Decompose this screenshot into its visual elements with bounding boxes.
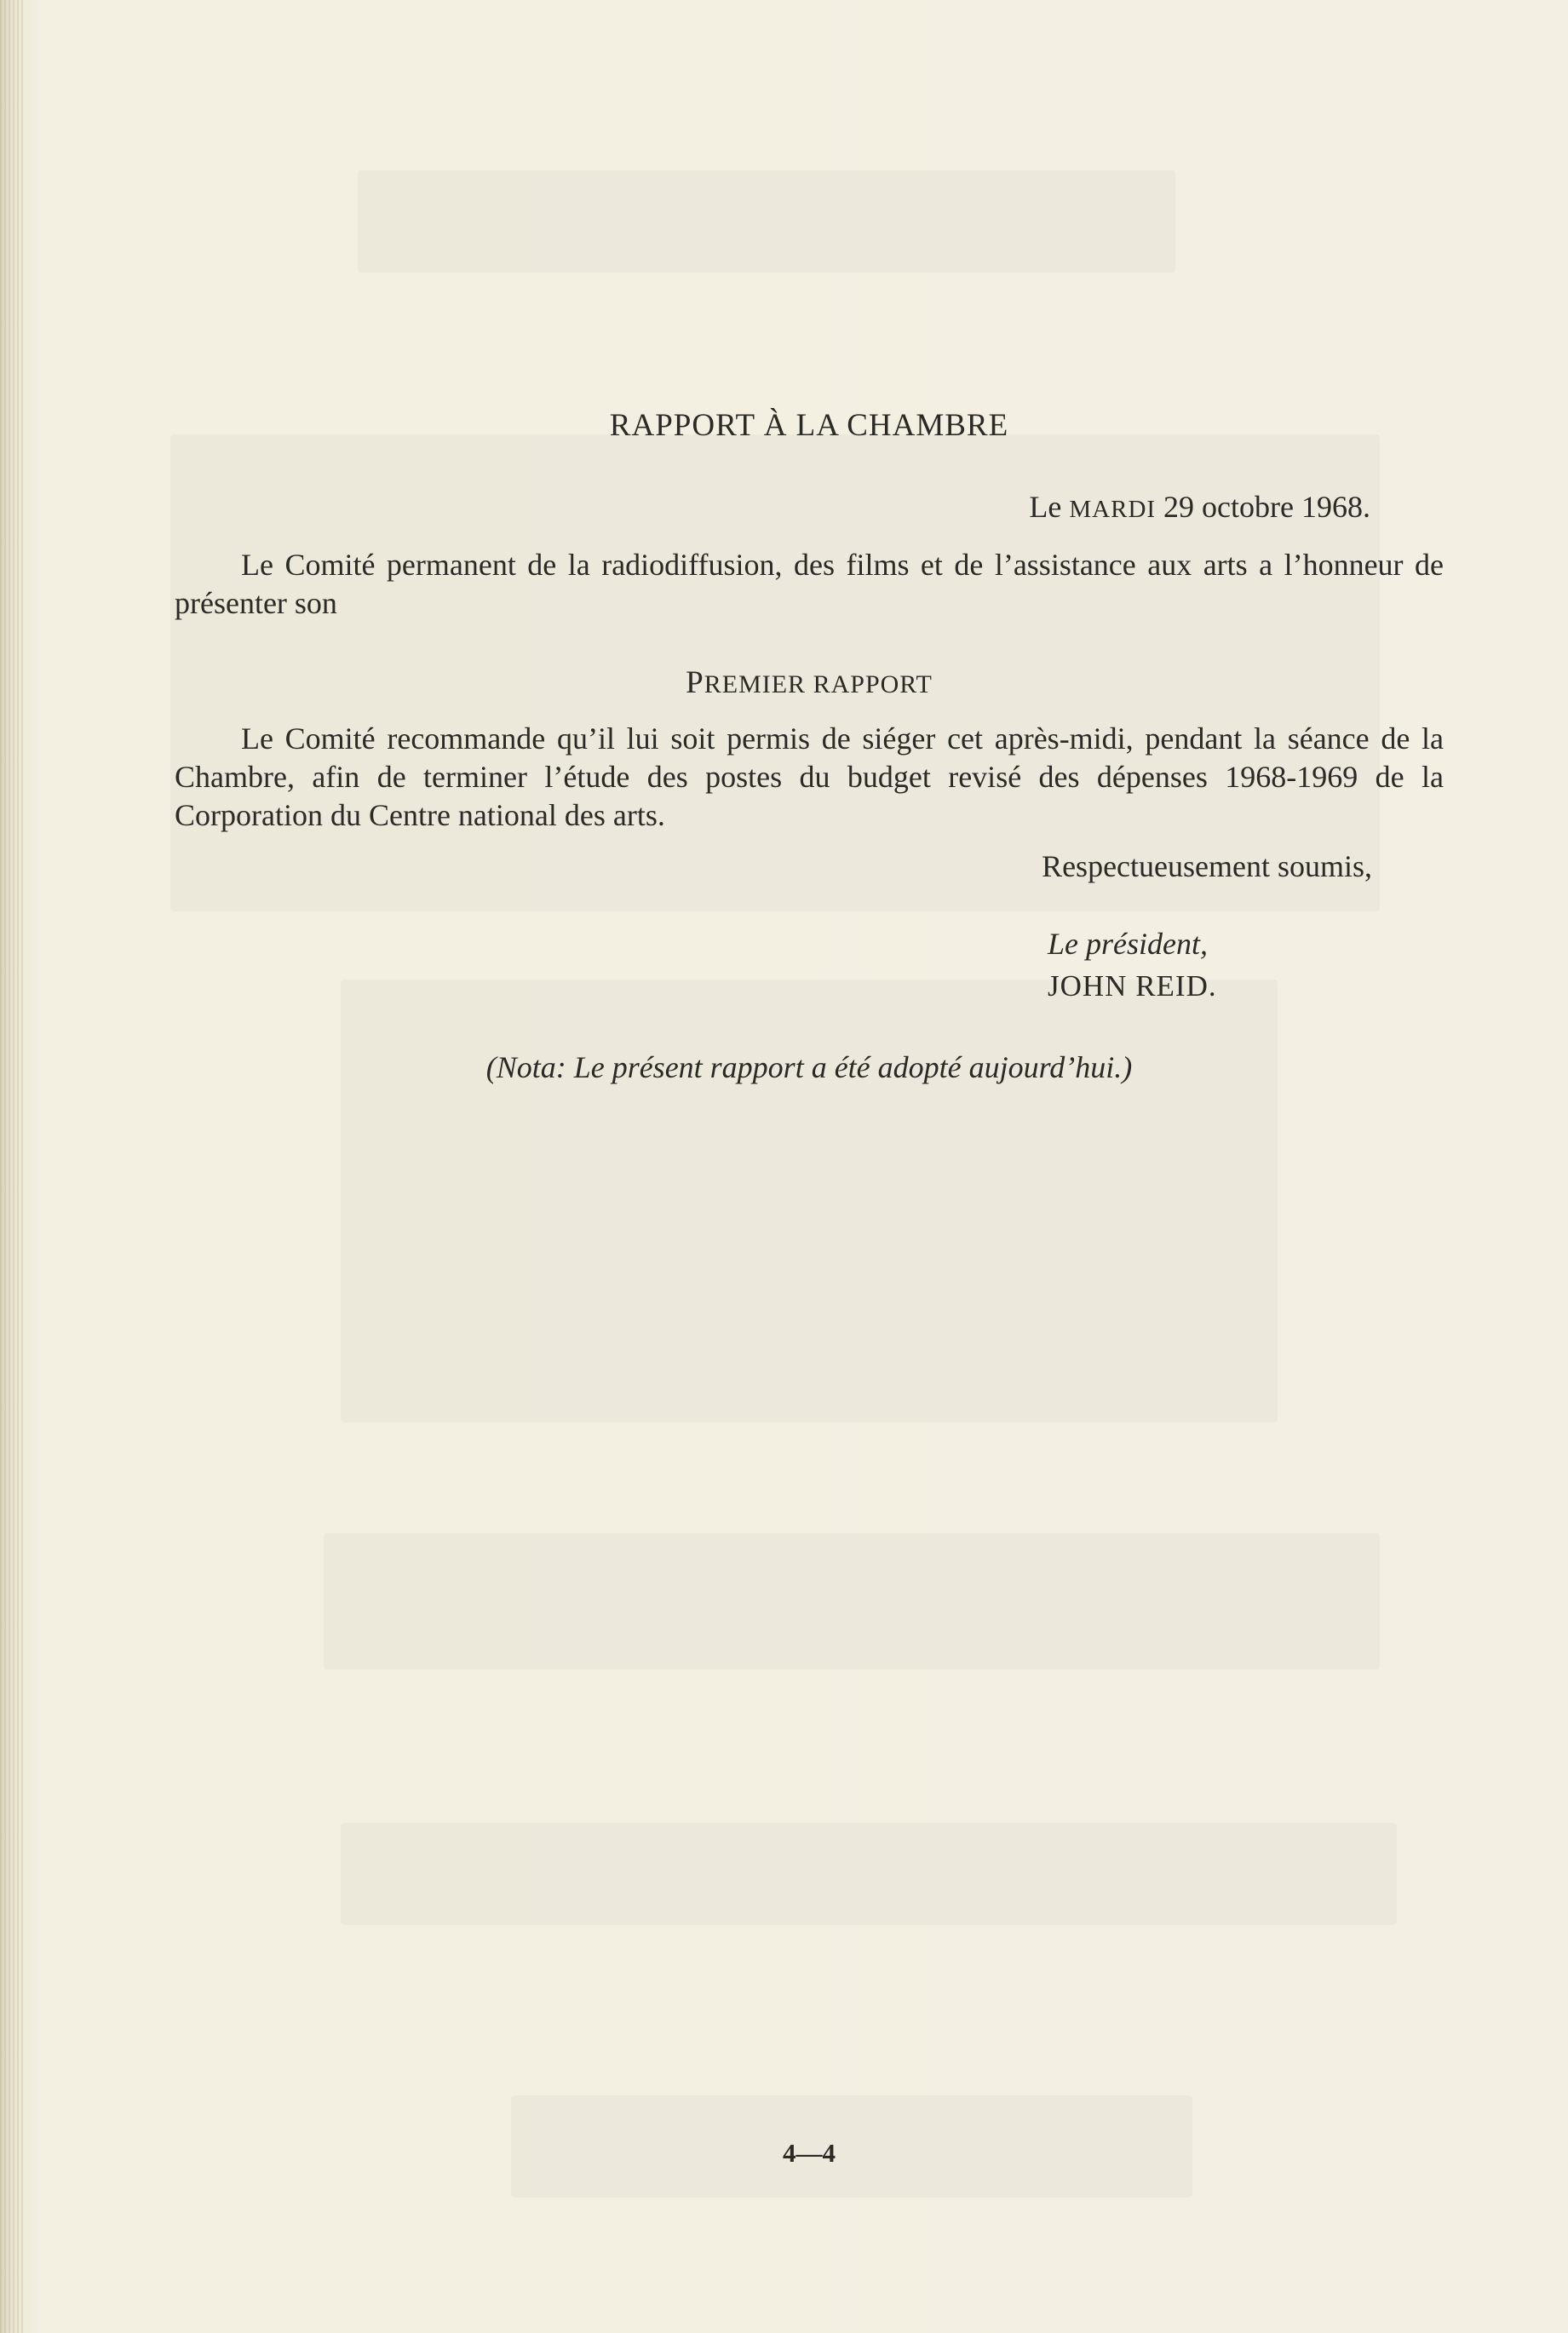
date-rest: 29 octobre 1968. <box>1163 490 1370 524</box>
adoption-note: (Nota: Le présent rapport a été adopté aujourd’hui.) <box>485 1050 1133 1084</box>
page-folio: 4—4 <box>783 2138 836 2168</box>
intro-paragraph: Le Comité permanent de la radiodiffusion, des films et de l’assistance aux arts a l’honneur de présenter son <box>175 548 1444 620</box>
signature-name: JOHN REID. <box>1048 969 1217 1003</box>
bleed-through-shadow <box>341 980 1278 1422</box>
bleed-through-shadow <box>341 1823 1397 1925</box>
report-heading <box>0 664 1568 701</box>
bleed-through-shadow <box>324 1533 1380 1669</box>
date-prefix: Le <box>1029 490 1062 524</box>
signature-title: Le président, <box>1048 927 1208 961</box>
page-binding-edge <box>0 0 26 2333</box>
date-day: MARDI <box>1069 496 1157 523</box>
heading-initial: P <box>686 665 704 700</box>
heading-word-1: REMIER <box>704 670 807 698</box>
recommendation-paragraph: Le Comité recommande qu’il lui soit permis de siéger cet après-midi, pendant la séance de la Chambre, afin de terminer l’étude des postes du budget revisé des dépenses 1968-1969 de la Corporation du Centre national des arts. <box>175 721 1444 832</box>
heading-word-2: RAPPORT <box>813 670 933 698</box>
closing-line: Respectueusement soumis, <box>1042 849 1372 883</box>
bleed-through-shadow <box>358 170 1175 273</box>
page-title: RAPPORT À LA CHAMBRE <box>609 408 1009 443</box>
report-date <box>1029 489 1370 525</box>
